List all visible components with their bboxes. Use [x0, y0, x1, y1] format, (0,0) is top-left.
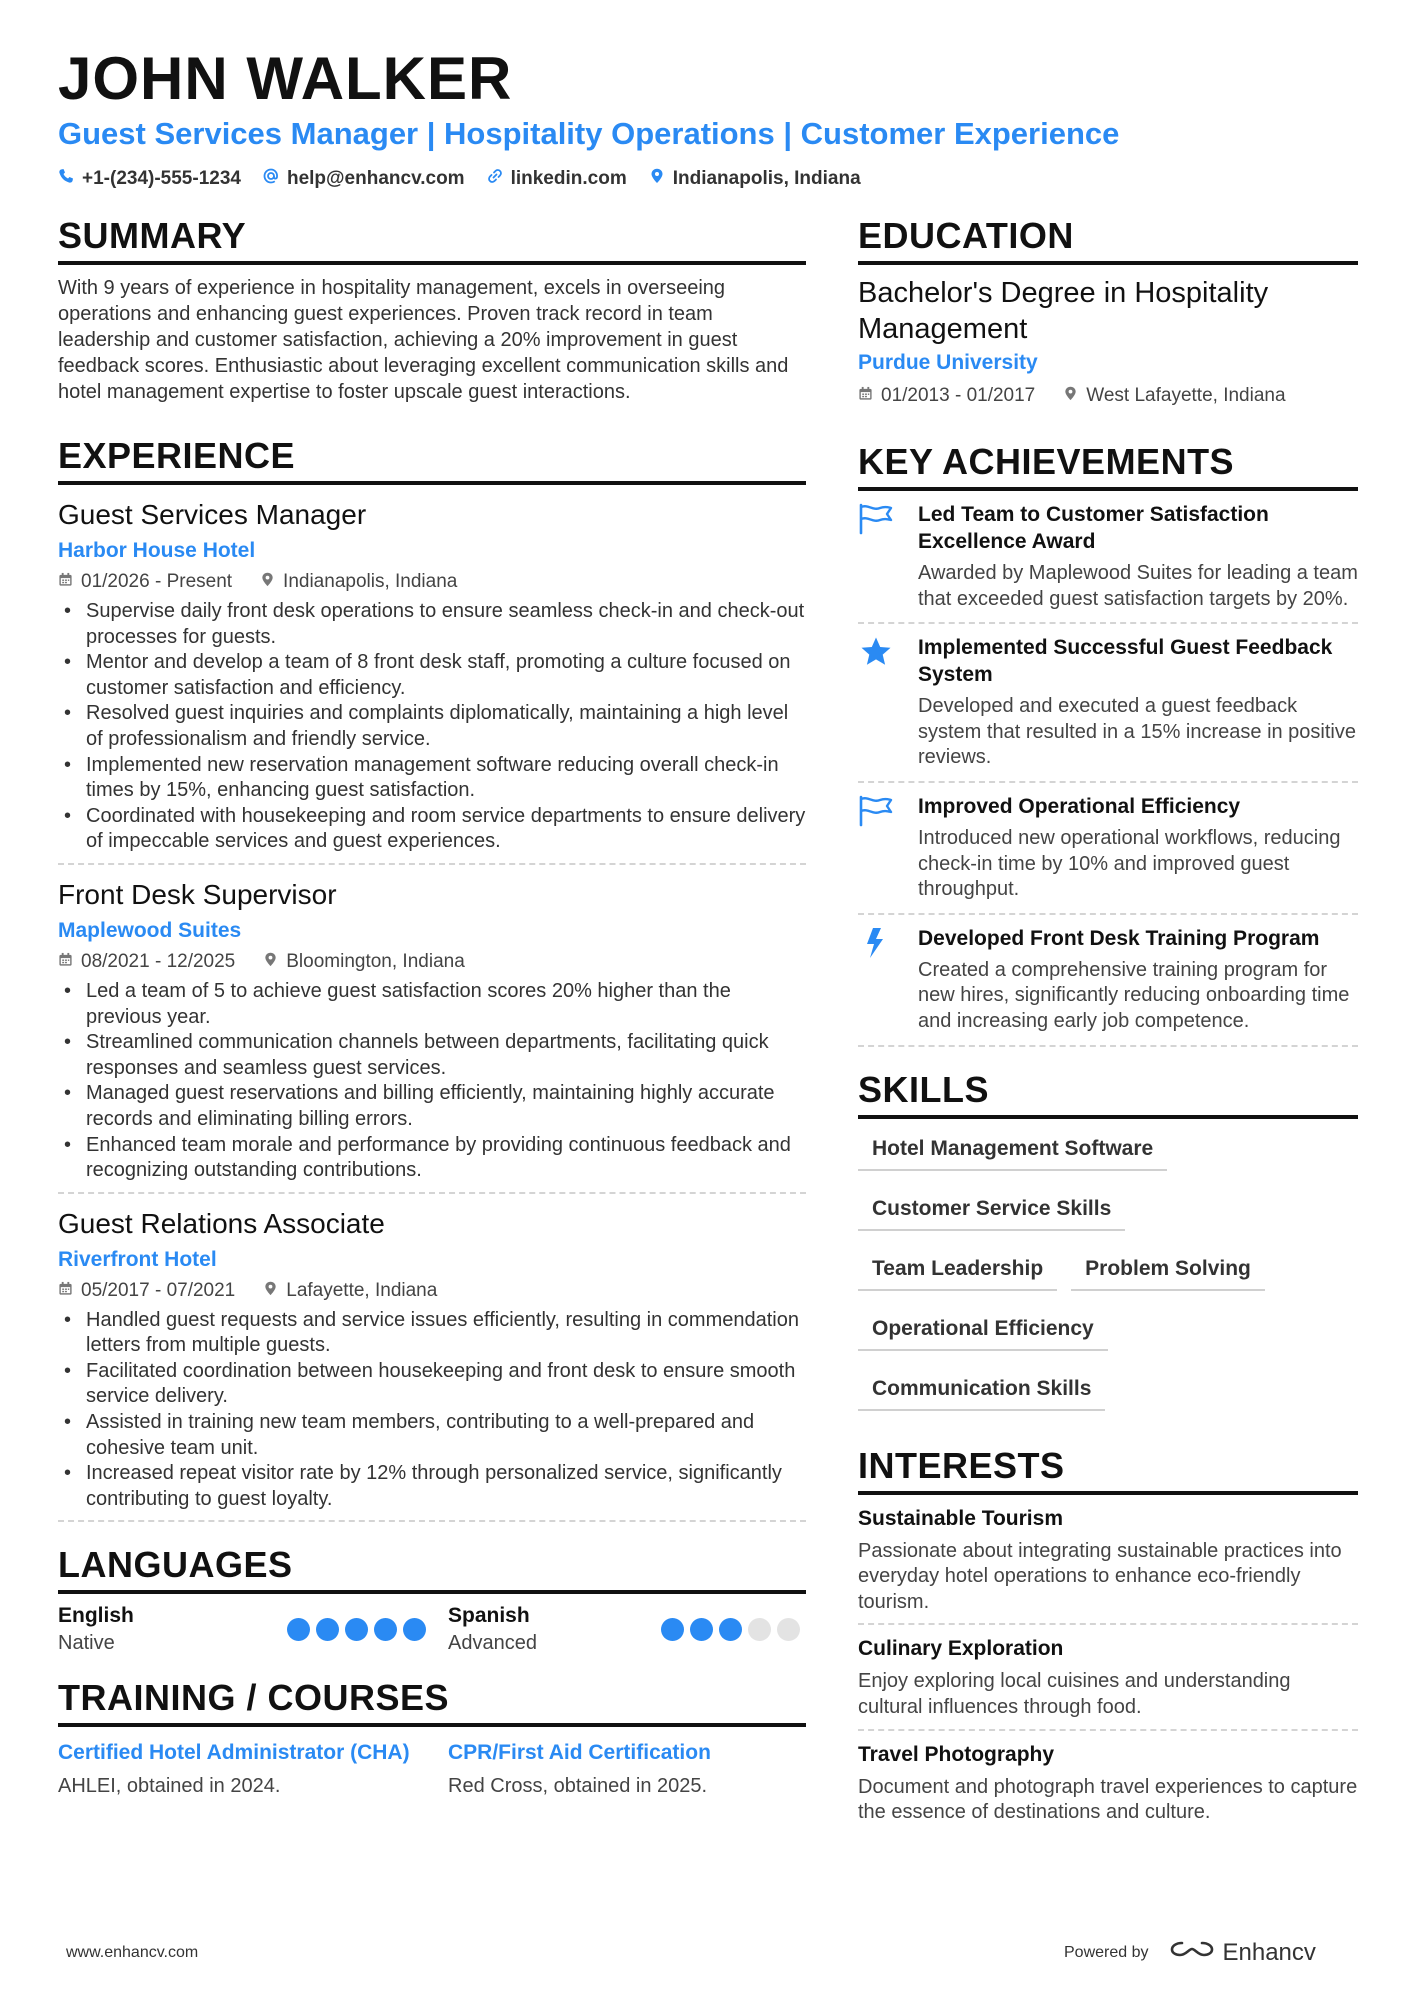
brand-name: Enhancv [1222, 1938, 1316, 1966]
calendar-icon [58, 1280, 73, 1302]
achievement-item [858, 783, 1358, 915]
education-dates: 01/2013 - 01/2017 [881, 385, 1036, 406]
phone-text: +1-(234)-555-1234 [82, 168, 241, 189]
phone-icon [58, 168, 74, 190]
job-meta [58, 951, 806, 973]
rating-dot-filled [374, 1618, 397, 1641]
skills-list [858, 1129, 1358, 1429]
at-icon [263, 168, 279, 190]
skill-tag: Problem Solving [1071, 1249, 1265, 1291]
experience-heading: EXPERIENCE [58, 435, 806, 485]
interest-title: Sustainable Tourism [858, 1506, 1063, 1530]
candidate-name: JOHN WALKER [58, 45, 513, 112]
job-bullet: • Enhanced team morale and performance by providing continuous feedback and recognizing outstanding contributions. [58, 1133, 806, 1184]
link-icon [487, 168, 503, 190]
location-icon [260, 571, 275, 593]
location-icon [649, 168, 665, 190]
rating-dot-filled [690, 1618, 713, 1641]
interest-desc: Passionate about integrating sustainable practices into everyday hotel operations to enhance eco-friendly tourism. [858, 1539, 1342, 1613]
job-bullets [58, 979, 806, 1184]
tagline: Guest Services Manager | Hospitality Operations | Customer Experience [58, 116, 1120, 151]
skill-tag: Communication Skills [858, 1369, 1105, 1411]
job-dates: 08/2021 - 12/2025 [81, 950, 236, 972]
rating-dot-filled [345, 1618, 368, 1641]
footer-branding[interactable] [1064, 1937, 1316, 1968]
achievement-item [858, 624, 1358, 783]
job-dates: 01/2026 - Present [81, 571, 233, 592]
left-column [58, 215, 806, 1798]
course-desc: AHLEI, obtained in 2024. [58, 1775, 281, 1798]
achievement-title: Improved Operational Efficiency [918, 794, 1241, 818]
job-location: Bloomington, Indiana [286, 950, 465, 972]
email-text: help@enhancv.com [286, 168, 465, 189]
language-rating [661, 1618, 800, 1655]
job-company: Maplewood Suites [58, 918, 242, 942]
calendar-icon [858, 385, 873, 407]
rating-dot-filled [403, 1618, 426, 1641]
languages-heading: LANGUAGES [58, 1544, 806, 1594]
language-name: English [58, 1604, 134, 1628]
rating-dot-filled [287, 1618, 310, 1641]
contact-linkedin[interactable] [487, 168, 627, 190]
job-bullet: • Mentor and develop a team of 8 front desk staff, promoting a culture focused on customer satisfaction and efficiency. [58, 650, 806, 701]
summary-text: With 9 years of experience in hospitality management, excels in overseeing operations and enhancing guest experiences. Proven track record in team leadership and customer satisfaction, achieving a 20% improvement in guest feedback scores. Enthusiastic about leveraging excellent communication skills and hotel management expertise to foster upscale guest interactions. [58, 277, 789, 403]
flag-icon [858, 814, 894, 831]
language-level: Advanced [448, 1632, 537, 1655]
achievement-desc: Created a comprehensive training program for new hires, significantly reducing onboarding time and increasing early job competence. [918, 958, 1350, 1032]
job-bullet: • Increased repeat visitor rate by 12% through personalized service, significantly contributing to guest loyalty. [58, 1461, 806, 1512]
education-location: West Lafayette, Indiana [1086, 385, 1286, 406]
location-icon [263, 951, 278, 973]
language-item [432, 1604, 806, 1655]
contact-location [649, 168, 861, 190]
job-bullet: • Supervise daily front desk operations to ensure seamless check-in and check-out processes for guests. [58, 599, 806, 650]
location-icon [263, 1280, 278, 1302]
languages-list [58, 1604, 806, 1655]
job-bullets [58, 599, 806, 855]
job-bullet: • Managed guest reservations and billing efficiently, maintaining highly accurate records and eliminating billing errors. [58, 1081, 806, 1132]
course-item [432, 1739, 806, 1798]
achievement-title: Led Team to Customer Satisfaction Excellence Award [918, 503, 1269, 553]
job-bullet: • Facilitated coordination between housekeeping and front desk to ensure smooth service delivery. [58, 1359, 806, 1410]
job-title: Guest Relations Associate [58, 1207, 385, 1239]
language-rating [287, 1618, 426, 1655]
training-heading: TRAINING / COURSES [58, 1677, 806, 1727]
achievements-heading: KEY ACHIEVEMENTS [858, 441, 1358, 491]
interest-item [858, 1495, 1358, 1626]
job-bullet: • Implemented new reservation management software reducing overall check-in times by 15%, enhancing guest satisfaction. [58, 753, 806, 804]
job-bullet: • Assisted in training new team members, contributing to a well-prepared and cohesive team unit. [58, 1410, 806, 1461]
interest-item [858, 1625, 1358, 1730]
calendar-icon [58, 951, 73, 973]
rating-dot-empty [748, 1618, 771, 1641]
job-title: Guest Services Manager [58, 499, 367, 530]
location-icon [1063, 385, 1078, 407]
interests-heading: INTERESTS [858, 1445, 1358, 1495]
linkedin-text: linkedin.com [510, 168, 627, 189]
interest-desc: Enjoy exploring local cuisines and understanding cultural influences through food. [858, 1670, 1291, 1718]
skill-tag: Customer Service Skills [858, 1189, 1125, 1231]
interest-item [858, 1731, 1358, 1834]
degree-title: Bachelor's Degree in Hospitality Management [858, 277, 1269, 345]
job-meta [58, 1280, 806, 1302]
job-entry [58, 1194, 806, 1523]
course-title: Certified Hotel Administrator (CHA) [58, 1741, 410, 1765]
footer-website[interactable]: www.enhancv.com [66, 1944, 199, 1961]
rating-dot-filled [661, 1618, 684, 1641]
contact-phone[interactable] [58, 168, 241, 190]
language-name: Spanish [448, 1604, 530, 1628]
skill-tag: Operational Efficiency [858, 1309, 1108, 1351]
achievement-desc: Awarded by Maplewood Suites for leading a team that exceeded guest satisfaction targets by 20%. [918, 562, 1358, 610]
location-text: Indianapolis, Indiana [672, 168, 861, 189]
summary-heading: SUMMARY [58, 215, 806, 265]
rating-dot-filled [719, 1618, 742, 1641]
skill-tag: Team Leadership [858, 1249, 1057, 1291]
job-dates: 05/2017 - 07/2021 [81, 1279, 236, 1301]
calendar-icon [58, 571, 73, 593]
achievement-desc: Introduced new operational workflows, reducing check-in time by 10% and improved guest throughput. [918, 826, 1341, 901]
enhancv-logo-icon [1169, 1937, 1215, 1968]
job-entry [58, 865, 806, 1194]
job-bullets [58, 1308, 806, 1513]
skill-tag: Hotel Management Software [858, 1129, 1167, 1171]
interest-desc: Document and photograph travel experiences to capture the essence of destinations and culture. [858, 1775, 1358, 1824]
contact-bar [58, 168, 861, 190]
school-name: Purdue University [858, 351, 1038, 374]
rating-dot-empty [777, 1618, 800, 1641]
powered-by-label: Powered by [1064, 1943, 1149, 1961]
interest-title: Travel Photography [858, 1742, 1055, 1766]
education-heading: EDUCATION [858, 215, 1358, 265]
job-location: Lafayette, Indiana [286, 1279, 438, 1301]
star-icon [858, 655, 894, 672]
job-company: Riverfront Hotel [58, 1247, 217, 1271]
contact-email[interactable] [263, 168, 465, 190]
job-location: Indianapolis, Indiana [283, 571, 458, 592]
achievement-item [858, 915, 1358, 1047]
education-meta [858, 385, 1358, 407]
achievement-title: Implemented Successful Guest Feedback System [918, 636, 1333, 687]
job-bullet: • Coordinated with housekeeping and room service departments to ensure delivery of impeccable services and guest experiences. [58, 804, 806, 855]
job-bullet: • Streamlined communication channels between departments, facilitating quick responses and seamless guest services. [58, 1030, 806, 1081]
achievement-desc: Developed and executed a guest feedback system that resulted in a 15% increase in positive reviews. [918, 695, 1356, 769]
job-bullet: • Resolved guest inquiries and complaints diplomatically, maintaining a high level of professionalism and friendly service. [58, 701, 806, 752]
achievement-title: Developed Front Desk Training Program [918, 926, 1320, 950]
language-level: Native [58, 1632, 115, 1655]
job-bullet: • Led a team of 5 to achieve guest satisfaction scores 20% higher than the previous year. [58, 979, 806, 1030]
interest-title: Culinary Exploration [858, 1637, 1064, 1661]
course-title: CPR/First Aid Certification [448, 1741, 711, 1765]
language-item [58, 1604, 432, 1655]
training-list [58, 1739, 806, 1798]
job-entry [58, 485, 806, 865]
job-bullet: • Handled guest requests and service issues efficiently, resulting in commendation letters from multiple guests. [58, 1308, 806, 1359]
job-company: Harbor House Hotel [58, 539, 256, 562]
course-desc: Red Cross, obtained in 2025. [448, 1775, 708, 1798]
right-column [858, 215, 1358, 1834]
job-title: Front Desk Supervisor [58, 878, 337, 910]
job-meta [58, 571, 806, 593]
achievement-item [858, 491, 1358, 624]
flag-icon [858, 522, 894, 539]
rating-dot-filled [316, 1618, 339, 1641]
brand-logo [1169, 1937, 1316, 1968]
course-item [58, 1739, 432, 1798]
lightning-icon [858, 946, 894, 963]
skills-heading: SKILLS [858, 1069, 1358, 1119]
